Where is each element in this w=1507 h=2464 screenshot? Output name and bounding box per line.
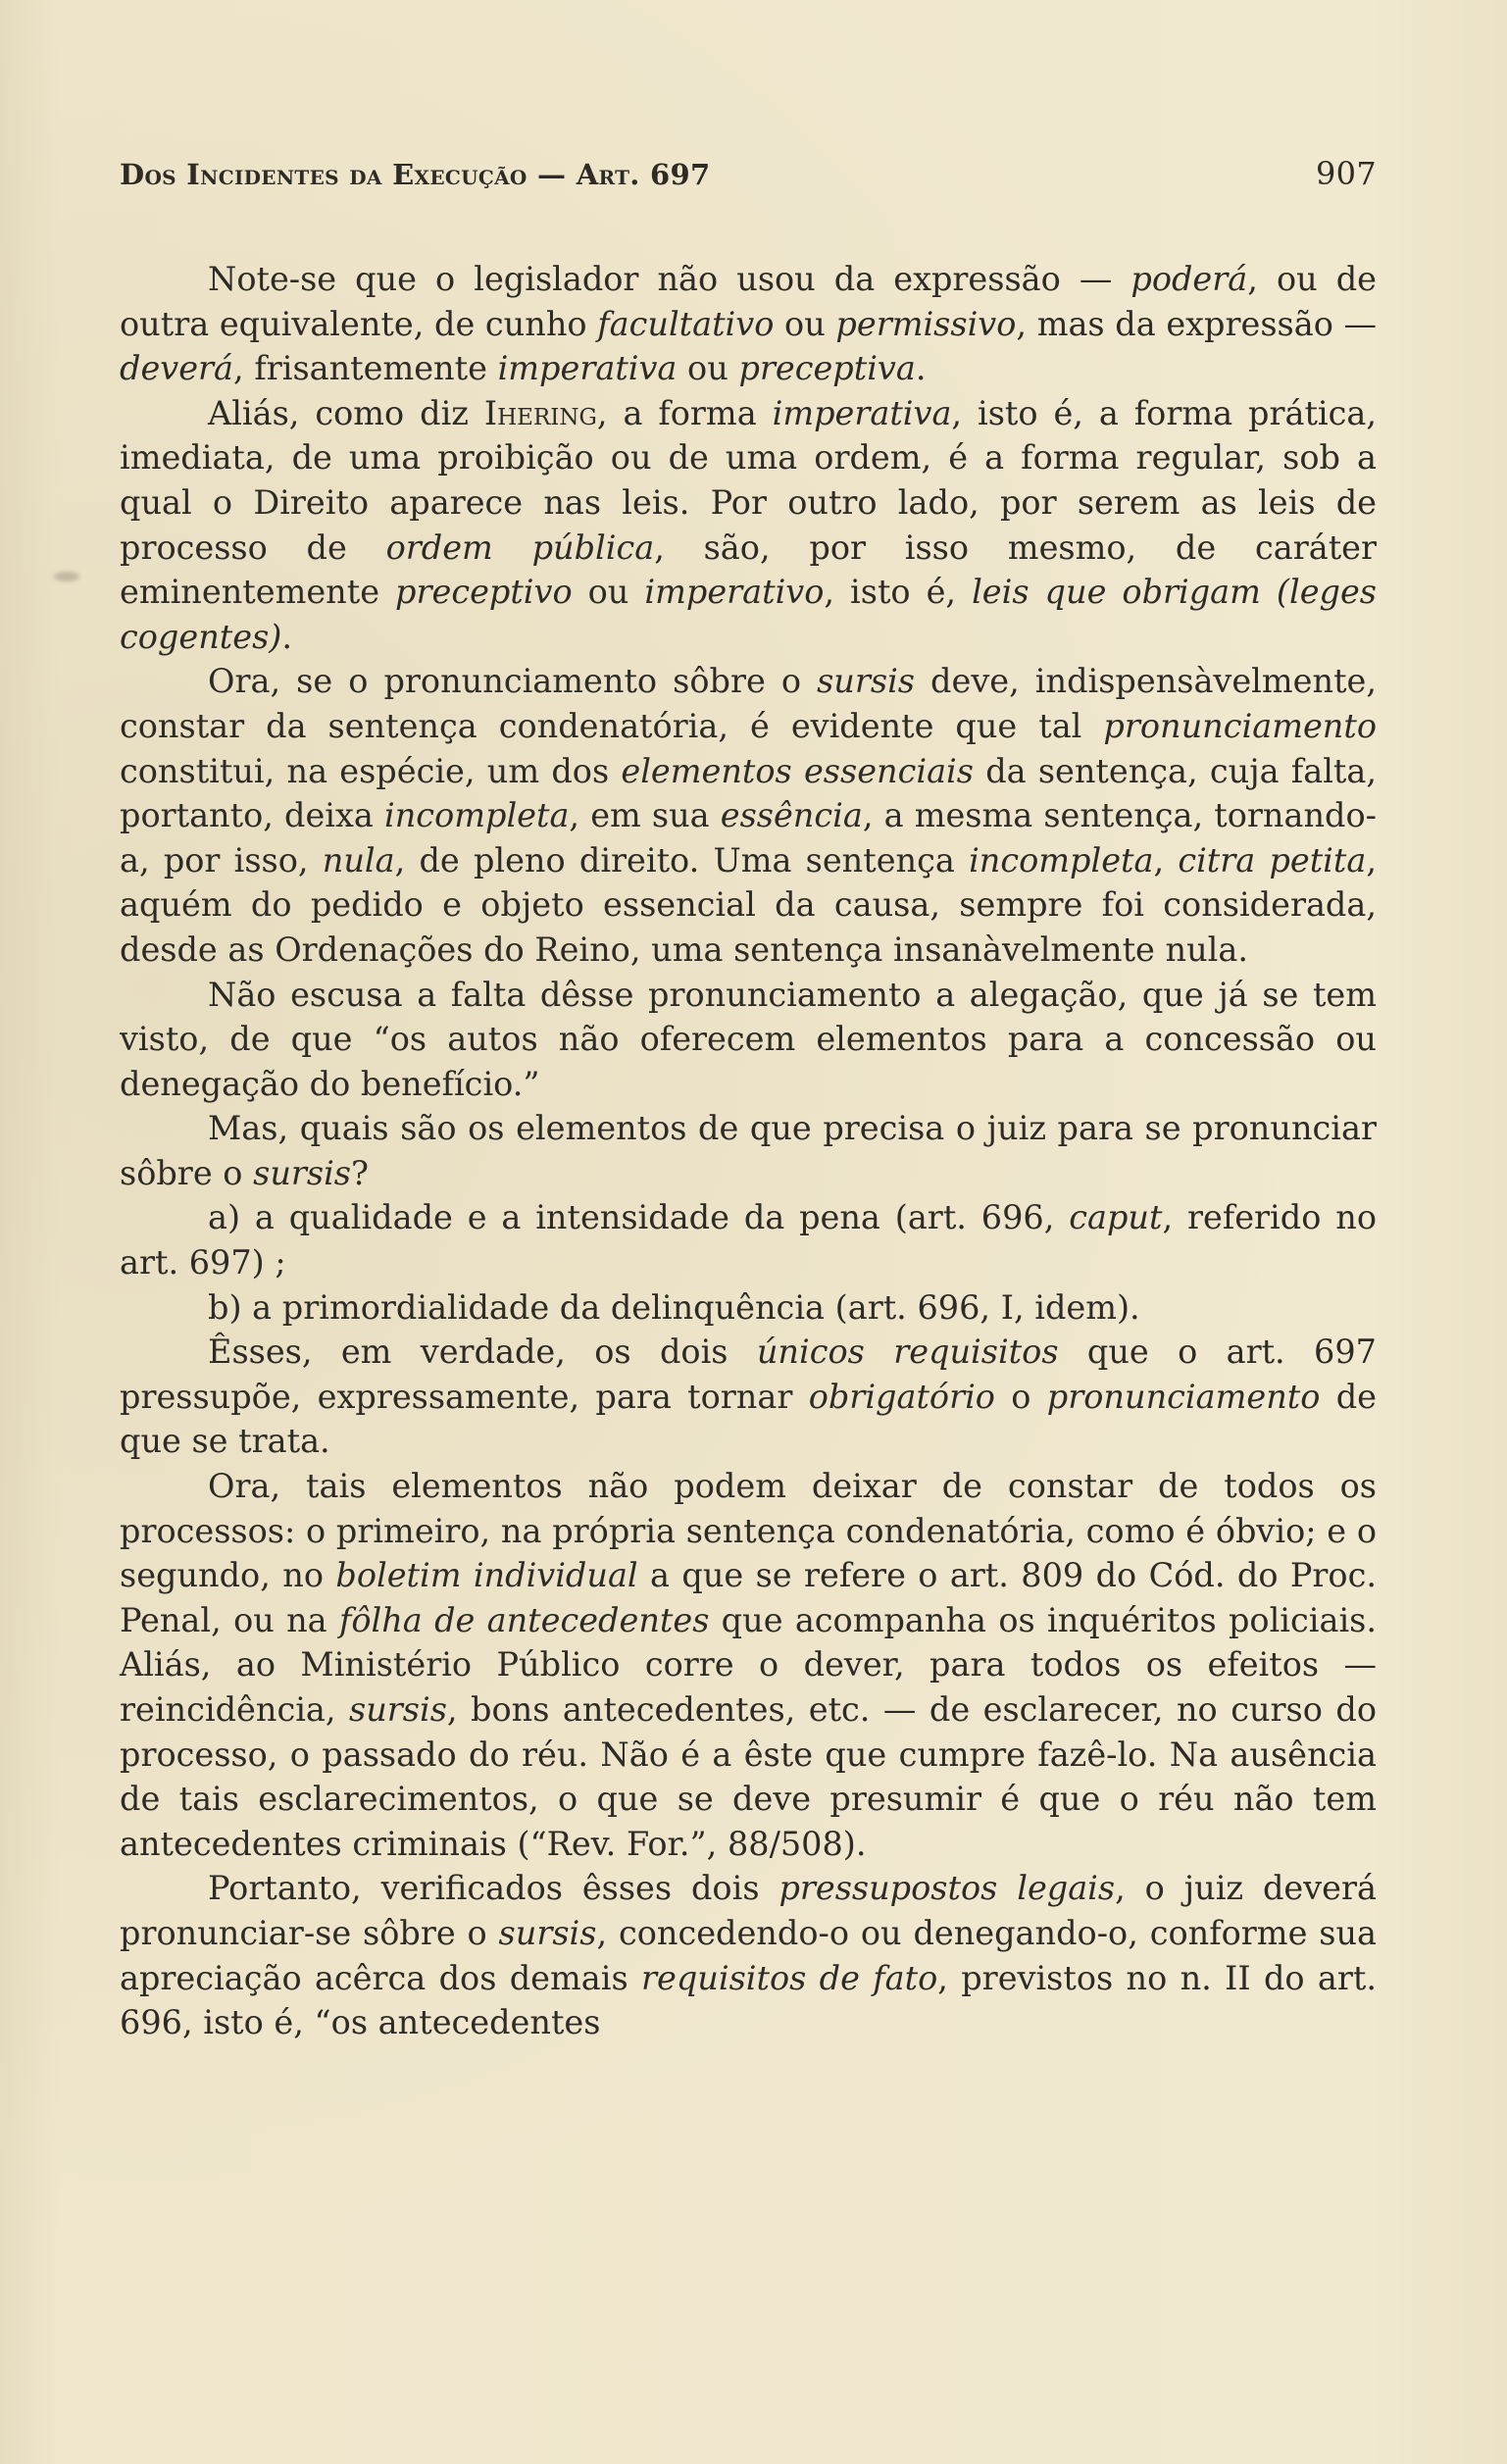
- italic-text: sursis: [253, 1153, 352, 1192]
- paragraph: [120, 1464, 1377, 1866]
- italic-text: essência: [720, 796, 863, 835]
- text-run: a que se refere o art. 809 do Cód. do Proc. Penal, ou na: [120, 1556, 1377, 1639]
- italic-text: leis que obrigam (leges cogentes): [120, 573, 1377, 656]
- italic-text: pressupostos legais: [779, 1869, 1116, 1908]
- text-run: ou: [677, 349, 739, 388]
- italic-text: fôlha de antecedentes: [338, 1600, 710, 1639]
- text-run: , o juiz deverá pronunciar-se sôbre o: [120, 1869, 1377, 1952]
- italic-text: sursis: [498, 1913, 597, 1952]
- text-run: ,: [1153, 840, 1179, 880]
- italic-text: citra petita: [1178, 840, 1367, 880]
- text-run: deve, indispensàvelmente, constar da sentença condenatória, é evidente que tal: [120, 662, 1377, 745]
- italic-text: imperativo: [644, 573, 825, 612]
- italic-text: facultativo: [597, 304, 775, 343]
- paragraph: [120, 1106, 1377, 1195]
- italic-text: imperativa: [497, 349, 678, 388]
- small-caps-text: Ihering: [483, 393, 597, 432]
- text-run: ou: [572, 573, 645, 612]
- text-run: Êsses, em verdade, os dois: [208, 1333, 757, 1372]
- paragraph: [120, 257, 1377, 391]
- text-run: Portanto, verificados êsses dois: [208, 1869, 779, 1908]
- italic-text: preceptiva: [738, 349, 916, 388]
- text-run: Note-se que o legislador não usou da expressão —: [208, 260, 1131, 298]
- italic-text: preceptivo: [395, 573, 573, 612]
- text-run: , previstos no n. II do art. 696, isto é, “os antecedentes: [120, 1958, 1378, 2042]
- text-run: , bons antecedentes, etc. — de esclarecer, no curso do processo, o passado do réu. Não é a êste que cumpre fazê-lo. Na ausência de tais esclarecimentos, o que se deve presumir é que o réu não tem antecedentes criminais (“Rev. For.”, 88/508).: [120, 1690, 1377, 1863]
- italic-text: sursis: [817, 662, 915, 701]
- italic-text: caput: [1069, 1198, 1163, 1237]
- text-run: de que se trata.: [120, 1377, 1377, 1461]
- text-run: da sentença, cuja falta, portanto, deixa: [120, 751, 1378, 835]
- text-run: Mas, quais são os elementos de que precisa o juiz para se pronunciar sôbre o: [120, 1109, 1377, 1192]
- italic-text: obrigatório: [808, 1377, 995, 1416]
- body-text: [120, 257, 1377, 2045]
- paragraph: [120, 1330, 1377, 1464]
- text-run: que acompanha os inquéritos policiais. Aliás, ao Ministério Público corre o dever, para todos os efeitos — reincidência,: [120, 1600, 1377, 1729]
- text-run: , referido no art. 697) ;: [120, 1198, 1377, 1282]
- page-number: 907: [1316, 155, 1377, 192]
- italic-text: únicos requisitos: [756, 1333, 1059, 1372]
- italic-text: deverá: [120, 349, 234, 388]
- paragraph: [120, 973, 1377, 1107]
- text-run: b) a primordialidade da delinquência (art. 696, I, idem).: [208, 1287, 1140, 1327]
- italic-text: requisitos de fato: [641, 1958, 938, 1997]
- italic-text: ordem pública: [385, 528, 655, 567]
- italic-text: poderá: [1130, 260, 1248, 298]
- italic-text: pronunciamento: [1046, 1377, 1321, 1416]
- paragraph: [120, 1866, 1377, 2044]
- text-run: ou: [774, 304, 836, 343]
- text-run: Não escusa a falta dêsse pronunciamento a alegação, que já se tem visto, de que “os autos não oferecem elementos para a concessão ou denegação do benefício.”: [120, 975, 1377, 1103]
- text-run: , de pleno direito. Uma sentença: [394, 840, 970, 880]
- text-run: .: [281, 617, 292, 656]
- text-run: Ora, tais elementos não podem deixar de constar de todos os processos: o primeiro, na própria sentença condenatória, como é óbvio; e o segundo, no: [120, 1467, 1377, 1595]
- italic-text: nula: [322, 840, 395, 880]
- paragraph: [120, 391, 1377, 660]
- italic-text: permissivo: [835, 304, 1017, 343]
- italic-text: incompleta: [969, 840, 1154, 880]
- text-run: , concedendo-o ou denegando-o, conforme sua apreciação acêrca dos demais: [120, 1913, 1377, 1997]
- text-run: que o art. 697 pressupõe, expressamente, para tornar: [120, 1333, 1377, 1416]
- text-run: , em sua: [569, 796, 721, 835]
- italic-text: incompleta: [384, 796, 570, 835]
- text-run: , ou de outra equivalente, de cunho: [120, 260, 1377, 343]
- paragraph: [120, 659, 1377, 972]
- italic-text: imperativa: [772, 393, 952, 432]
- text-run: , a forma: [596, 393, 773, 432]
- italic-text: elementos essenciais: [621, 751, 974, 790]
- text-run: a) a qualidade e a intensidade da pena (art. 696,: [208, 1198, 1070, 1237]
- text-run: ?: [351, 1153, 369, 1192]
- text-run: constitui, na espécie, um dos: [120, 751, 622, 790]
- text-run: Ora, se o pronunciamento sôbre o: [208, 662, 818, 701]
- text-run: .: [915, 349, 927, 388]
- text-run: , isto é, a forma prática, imediata, de uma proibição ou de uma ordem, é a forma regular, sob a qual o Direito aparece nas leis. Por outro lado, por serem as leis de processo de: [120, 393, 1377, 567]
- paragraph: [120, 1195, 1377, 1284]
- running-header: [120, 155, 1377, 192]
- text-run: o: [994, 1377, 1047, 1416]
- text-run: , são, por isso mesmo, de caráter eminentemente: [120, 528, 1377, 612]
- text-run: , a mesma sentença, tornando-a, por isso,: [120, 796, 1377, 880]
- margin-smudge: [54, 572, 79, 581]
- running-header-title: Dos Incidentes da Execução — Art. 697: [120, 158, 711, 191]
- text-run: , isto é,: [824, 573, 973, 612]
- italic-text: boletim individual: [335, 1556, 638, 1595]
- text-run: , frisantemente: [233, 349, 498, 388]
- text-run: Aliás, como diz: [208, 393, 484, 432]
- text-run: , aquém do pedido e objeto essencial da causa, sempre foi considerada, desde as Ordenações do Reino, uma sentença insanàvelmente nula.: [120, 840, 1377, 969]
- paragraph: [120, 1285, 1377, 1331]
- italic-text: sursis: [349, 1690, 447, 1729]
- text-run: , mas da expressão —: [1016, 304, 1378, 343]
- italic-text: pronunciamento: [1103, 706, 1377, 745]
